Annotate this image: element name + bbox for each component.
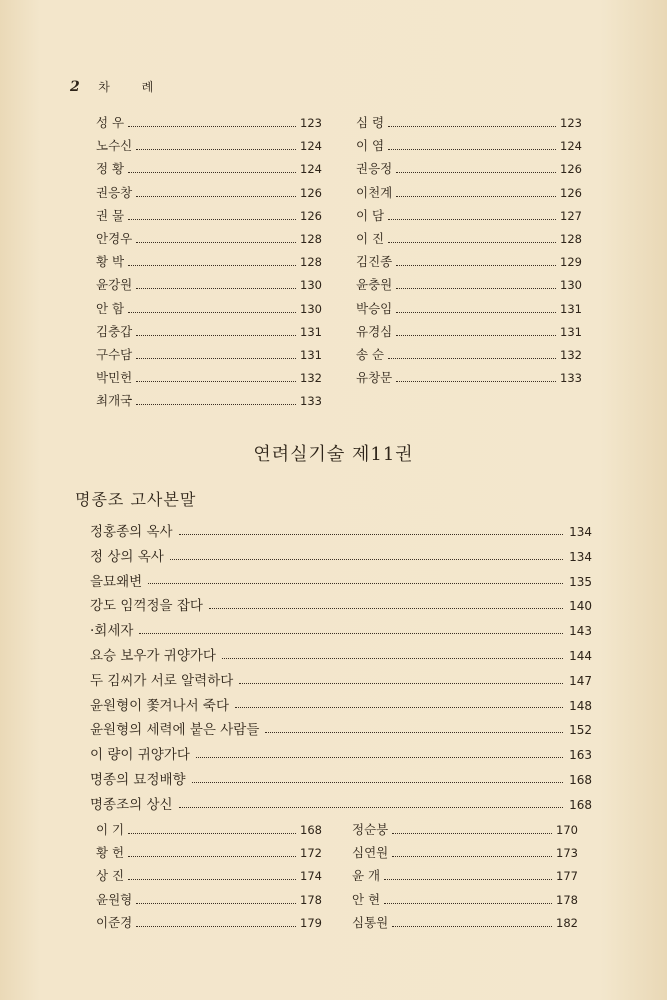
entry-page-number: 179: [300, 915, 322, 930]
toc-entry: [352, 913, 578, 936]
entry-title: 최개국: [96, 393, 133, 409]
entry-title: 정홍종의 옥사: [90, 524, 173, 540]
toc-entry: [96, 843, 322, 866]
toc-entry: [356, 113, 582, 136]
dot-leader: [128, 172, 296, 173]
entry-title: 정 황: [96, 161, 125, 177]
toc-entry: [96, 299, 322, 322]
dot-leader: [388, 219, 556, 220]
entry-page-number: 124: [300, 162, 322, 177]
entry-page-number: 172: [300, 846, 322, 861]
dot-leader: [388, 242, 556, 243]
toc-entry: [356, 229, 582, 252]
entry-page-number: 178: [300, 892, 322, 907]
entry-page-number: 144: [569, 648, 592, 663]
entry-page-number: 168: [569, 797, 592, 812]
toc-entry: [96, 820, 322, 843]
entry-page-number: 126: [560, 185, 582, 200]
dot-leader: [384, 879, 552, 880]
entry-title: 이 기: [96, 822, 125, 837]
toc-entry: [96, 183, 322, 206]
dot-leader: [136, 926, 296, 927]
toc-upper: [96, 113, 586, 414]
entry-title: 노수신: [96, 138, 133, 154]
entry-title: 이 진: [356, 230, 385, 246]
dot-leader: [192, 782, 564, 783]
entry-page-number: 168: [300, 823, 322, 837]
entry-title: 강도 임꺽정을 잡다: [90, 598, 203, 615]
toc-entry: [356, 322, 582, 345]
entry-title: 유창문: [356, 370, 393, 386]
entry-page-number: 128: [300, 231, 322, 246]
entry-title: 윤원형의 세력에 붙은 사람들: [90, 722, 260, 739]
entry-page-number: 152: [569, 723, 592, 738]
dot-leader: [396, 288, 556, 289]
dot-leader: [128, 833, 296, 834]
page-number: 2: [70, 79, 82, 95]
entry-page-number: 130: [300, 301, 322, 316]
entry-title: 권응창: [96, 184, 133, 200]
toc-entry: [90, 570, 592, 595]
entry-page-number: 173: [556, 846, 578, 861]
entry-title: 송 순: [356, 346, 385, 362]
toc-entry: [90, 644, 592, 669]
dot-leader: [388, 358, 556, 359]
entry-title: 윤원형: [96, 891, 133, 907]
entry-page-number: 147: [569, 673, 592, 688]
entry-title: 유경심: [356, 323, 393, 339]
dot-leader: [128, 219, 296, 220]
page-header: [70, 78, 167, 95]
entry-page-number: 132: [300, 371, 322, 386]
entry-title: 권응정: [356, 161, 393, 177]
entry-title: ·회세자: [90, 623, 134, 640]
dot-leader: [136, 196, 296, 197]
dot-leader: [196, 757, 563, 758]
toc-entry: [96, 229, 322, 252]
dot-leader: [209, 608, 563, 609]
dot-leader: [128, 265, 296, 266]
toc-entry: [90, 768, 592, 793]
toc-entry: [356, 159, 582, 182]
chapter-list: [90, 520, 592, 818]
dot-leader: [136, 335, 296, 336]
dot-leader: [136, 381, 296, 382]
entry-page-number: 135: [569, 574, 592, 589]
dot-leader: [222, 658, 563, 659]
toc-entry: [90, 619, 592, 644]
toc-entry: [96, 890, 322, 913]
entry-page-number: 134: [569, 525, 592, 539]
entry-page-number: 134: [569, 549, 592, 564]
toc-upper-left-column: [96, 113, 322, 414]
dot-leader: [136, 903, 296, 904]
entry-page-number: 126: [300, 208, 322, 223]
dot-leader: [392, 833, 552, 834]
entry-page-number: 131: [560, 301, 582, 316]
entry-page-number: 129: [560, 255, 582, 270]
toc-entry: [90, 545, 592, 570]
toc-entry: [96, 206, 322, 229]
section-title: 명종조 고사본말: [75, 490, 197, 509]
entry-page-number: 131: [300, 324, 322, 339]
toc-entry: [90, 594, 592, 619]
entry-title: 윤 개: [352, 868, 381, 884]
entry-title: 이천계: [356, 184, 393, 200]
entry-page-number: 128: [300, 255, 322, 270]
dot-leader: [128, 312, 296, 313]
entry-page-number: 178: [556, 892, 578, 907]
dot-leader: [396, 172, 556, 173]
dot-leader: [239, 683, 563, 684]
dot-leader: [136, 358, 296, 359]
toc-lower-right-column: [352, 820, 578, 936]
toc-entry: [96, 136, 322, 159]
dot-leader: [136, 288, 296, 289]
entry-page-number: 148: [569, 698, 592, 713]
entry-page-number: 126: [300, 185, 322, 200]
entry-title: 안 현: [352, 891, 381, 907]
volume-title: 연려실기술 제11권: [253, 444, 414, 465]
dot-leader: [388, 126, 556, 127]
toc-entry: [96, 159, 322, 182]
toc-entry: [96, 113, 322, 136]
entry-page-number: 124: [560, 139, 582, 154]
entry-page-number: 133: [560, 371, 582, 386]
dot-leader: [235, 707, 563, 708]
dot-leader: [396, 335, 556, 336]
entry-page-number: 170: [556, 823, 578, 837]
entry-page-number: 133: [300, 394, 322, 409]
toc-entry: [352, 843, 578, 866]
entry-page-number: 130: [560, 278, 582, 293]
toc-lower-left-column: [96, 820, 322, 936]
entry-title: 상 진: [96, 868, 125, 884]
entry-page-number: 123: [560, 116, 582, 130]
dot-leader: [139, 633, 563, 634]
toc-lower: [96, 820, 578, 936]
dot-leader: [396, 265, 556, 266]
toc-entry: [356, 275, 582, 298]
toc-entry: [96, 275, 322, 298]
entry-page-number: 177: [556, 869, 578, 884]
entry-page-number: 130: [300, 278, 322, 293]
entry-title: 김진종: [356, 254, 393, 270]
entry-title: 정순붕: [352, 822, 389, 837]
entry-page-number: 128: [560, 231, 582, 246]
toc-entry: [90, 520, 592, 545]
dot-leader: [179, 534, 564, 535]
toc-entry: [356, 299, 582, 322]
entry-page-number: 127: [560, 208, 582, 223]
toc-entry: [96, 913, 322, 936]
dot-leader: [136, 149, 296, 150]
dot-leader: [388, 149, 556, 150]
toc-entry: [352, 890, 578, 913]
dot-leader: [396, 381, 556, 382]
toc-entry: [90, 718, 592, 743]
entry-title: 정 상의 옥사: [90, 548, 164, 565]
toc-entry: [90, 694, 592, 719]
entry-page-number: 140: [569, 599, 592, 614]
dot-leader: [265, 732, 563, 733]
dot-leader: [392, 856, 552, 857]
entry-page-number: 143: [569, 624, 592, 639]
entry-title: 이 염: [356, 138, 385, 154]
entry-title: 안경우: [96, 230, 133, 246]
toc-entry: [90, 669, 592, 694]
toc-entry: [96, 345, 322, 368]
toc-upper-right-column: [356, 113, 582, 414]
entry-page-number: 174: [300, 869, 322, 884]
toc-entry: [96, 391, 322, 414]
entry-title: 을묘왜변: [90, 573, 143, 590]
toc-entry: [356, 136, 582, 159]
entry-title: 성 우: [96, 115, 125, 130]
header-label: 차 례: [98, 80, 168, 94]
dot-leader: [148, 583, 563, 584]
entry-title: 심통원: [352, 914, 389, 930]
dot-leader: [396, 196, 556, 197]
entry-title: 윤강원: [96, 277, 133, 293]
entry-title: 안 함: [96, 300, 125, 316]
entry-page-number: 131: [560, 324, 582, 339]
dot-leader: [136, 404, 296, 405]
entry-title: 요승 보우가 귀양가다: [90, 647, 216, 664]
entry-title: 두 김씨가 서로 알력하다: [90, 672, 234, 689]
entry-title: 윤충원: [356, 277, 393, 293]
toc-entry: [356, 345, 582, 368]
dot-leader: [128, 879, 296, 880]
toc-entry: [356, 183, 582, 206]
toc-entry: [356, 252, 582, 275]
dot-leader: [170, 559, 563, 560]
entry-page-number: 126: [560, 162, 582, 177]
entry-page-number: 182: [556, 915, 578, 930]
toc-entry: [356, 206, 582, 229]
dot-leader: [128, 856, 296, 857]
entry-title: 심 령: [356, 115, 385, 130]
entry-title: 황 박: [96, 254, 125, 270]
entry-title: 명종조의 상신: [90, 796, 173, 813]
entry-page-number: 168: [569, 772, 592, 787]
entry-title: 구수담: [96, 346, 133, 362]
dot-leader: [179, 807, 564, 808]
dot-leader: [396, 312, 556, 313]
entry-page-number: 124: [300, 139, 322, 154]
dot-leader: [128, 126, 296, 127]
toc-entry: [90, 743, 592, 768]
toc-entry: [96, 368, 322, 391]
entry-title: 이준경: [96, 914, 133, 930]
dot-leader: [392, 926, 552, 927]
entry-title: 이 량이 귀양가다: [90, 747, 190, 764]
entry-title: 황 헌: [96, 845, 125, 861]
toc-entry: [352, 820, 578, 843]
toc-entry: [90, 793, 592, 818]
entry-title: 이 담: [356, 207, 385, 223]
entry-title: 박민헌: [96, 370, 133, 386]
toc-entry: [356, 368, 582, 391]
entry-title: 심연원: [352, 845, 389, 861]
entry-page-number: 123: [300, 116, 322, 130]
entry-page-number: 163: [569, 748, 592, 763]
toc-entry: [352, 866, 578, 889]
entry-title: 김충갑: [96, 323, 133, 339]
dot-leader: [136, 242, 296, 243]
toc-entry: [96, 322, 322, 345]
dot-leader: [384, 903, 552, 904]
entry-title: 박승임: [356, 300, 393, 316]
entry-page-number: 131: [300, 347, 322, 362]
entry-title: 권 물: [96, 207, 125, 223]
entry-title: 윤원형이 쫓겨나서 죽다: [90, 697, 229, 714]
toc-entry: [96, 866, 322, 889]
toc-entry: [96, 252, 322, 275]
entry-title: 명종의 묘정배향: [90, 771, 186, 788]
entry-page-number: 132: [560, 347, 582, 362]
